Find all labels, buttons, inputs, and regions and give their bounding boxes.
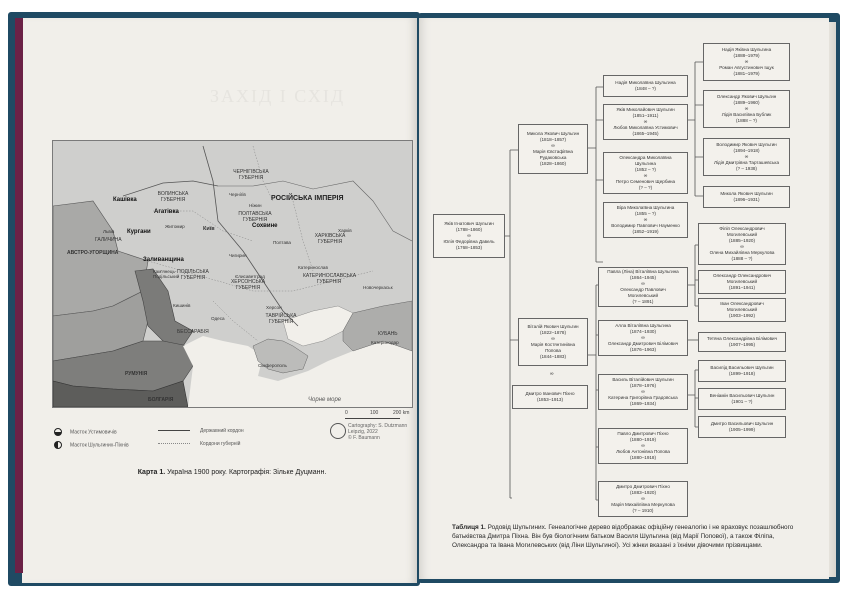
label-romania: РУМУНІЯ (125, 371, 148, 377)
tree-node-vitaliy-yakovych: Віталій Якович Шульгин (1822–1878) ∞ Марія Костянтинівна Попова (1844–1883) (518, 318, 588, 366)
label-kharkiv-gubernia: ХАРКІВСЬКА ГУБЕРНІЯ (314, 233, 346, 245)
scale-tick-200: 200 km (393, 410, 410, 416)
tree-node-oleksandra-mykolaivna: Олександра Миколаївна Шульгина (1852 – ?) ∞ Петро Семенович Щербина (? – ?) (603, 152, 688, 194)
tree-node-filip-mohylevskyi: Філіп Олександрович Могилевський (1885–1920) ∞ Олена Михайлівна Меркулова (1888 – ?) (698, 223, 786, 265)
tree-node-vasylid: Василід Васильович Шульгин (1899–1918) (698, 360, 786, 382)
city-yelysavethrad: Єлисаветград (235, 274, 265, 279)
tree-node-yakiv-mykolaiovych: Яків Миколайович Шульгин (1851–1911) ∞ Любов Миколаївна Устимович (1865–1945) (603, 104, 688, 140)
tree-node-tetiana-bilimovych: Тетяна Олександрівна Білімович (1907–1995) (698, 332, 786, 352)
tree-node-nadia-mykolaivna: Надія Миколаївна Шульгина (1848 – ?) (603, 75, 688, 97)
tree-node-dmytro-dmytrovych-pikhno: Дмитро Дмитрович Піхно (1883–1920) ∞ Марія Михайлівна Меркулова (? – 1910) (598, 481, 688, 517)
tree-node-dmytro-vasylovych: Дмитро Васильович Шульгин (1905–1999) (698, 416, 786, 438)
city-kyiv: Київ (203, 226, 215, 232)
estate-kashivka: Кашівка (113, 197, 137, 203)
tree-node-pavlo-pikhno: Павло Дмитрович Піхно (1880–1919) ∞ Любов Антонівна Попова (1880–1918) (598, 428, 688, 464)
show-through-heading: ЗАХІД І СХІД (210, 86, 346, 106)
city-katerynodar: Катеринодар (371, 340, 399, 345)
label-bulgaria: БОЛГАРІЯ (148, 397, 174, 403)
label-austria-hungary: АВСТРО-УГОРЩИНА (67, 250, 119, 256)
city-simferopol: Сімферополь (258, 363, 287, 368)
city-chernihiv: Чернігів (229, 192, 246, 197)
label-podillia-gubernia: ПОДІЛЬСЬКА ГУБЕРНІЯ (177, 269, 209, 281)
city-kamianets: Кам'янець-Подільський (153, 269, 180, 279)
city-poltava: Полтава (273, 240, 291, 245)
city-nizhyn: Ніжин (249, 203, 262, 208)
label-katerynoslav-gubernia: КАТЕРИНОСЛАВСЬКА ГУБЕРНІЯ (303, 273, 357, 285)
label-russian-empire: РОСІЙСЬКА ІМПЕРІЯ (271, 195, 344, 202)
legend-shulhyn-pikhno: Маєток Шульгиних-Піхнів (54, 441, 129, 449)
tree-node-dmytro-pikhno: Дмитро Іванович Піхно (1853–1913) (512, 385, 588, 409)
tree-node-pavla-vitaliivna: Павла (Ліна) Віталіївна Шульгина (1864–1945) ∞ Олександр Павлович Могилевський (? – 1891) (598, 267, 688, 307)
tree-node-veniamin: Веніамін Васильович Шульгин (1901 – ?) (698, 388, 786, 410)
label-poltava-gubernia: ПОЛТАВСЬКА ГУБЕРНІЯ (238, 211, 272, 223)
tree-node-ivan-mohylevskyi: Іван Олександрович Могилевський (1903–1992) (698, 298, 786, 322)
legend-ustymovych: Маєток Устимовичів (54, 428, 117, 436)
scale-tick-100: 100 (370, 410, 379, 416)
scale-tick-0: 0 (345, 410, 348, 416)
city-lviv: Львів (103, 229, 115, 234)
tree-node-alla-vitaliivna: Алла Віталіївна Шульгина (1874–1930) ∞ Олександр Дмитрович Білімович (1876–1963) (598, 320, 688, 356)
legend-gubernia-border: Кордони губерній (158, 441, 240, 447)
map-caption: Карта 1. Україна 1900 року. Картографія: Зільке Дуцманн. (137, 469, 327, 476)
label-tavria-gubernia: ТАВРІЙСЬКА ГУБЕРНІЯ (265, 313, 297, 325)
city-kherson: Херсон (266, 305, 282, 310)
label-kuban: КУБАНЬ (378, 331, 398, 337)
label-black-sea: Чорне море (308, 397, 342, 403)
tree-node-mykola-yakovych: Микола Якович Шульгин (1818–1857) ∞ Марія Євстафіївна Рудаковська (1828–1860) (518, 124, 588, 174)
city-novocherkassk: Новочеркаськ (363, 285, 393, 290)
city-odesa: Одеса (211, 316, 225, 321)
marriage-symbol: ∞ (550, 371, 554, 377)
label-bessarabia: БЕССАРАБІЯ (177, 329, 209, 335)
city-chyhyryn: Чигирин (229, 253, 247, 258)
estate-ahativka: Агатівка (154, 209, 179, 215)
city-kharkiv: Харків (338, 228, 352, 233)
tree-node-oleksandr-mohylevskyi: Олександр Олександрович Могилевський (1891–1941) (698, 270, 786, 294)
label-volyn-gubernia: ВОЛИНСЬКА ГУБЕРНІЯ (157, 191, 189, 203)
table-caption: Таблиця 1. Родовід Шульгиних. Генеалогічне дерево відображає офіційну генеалогію і не враховує позашлюбного батьківства Дмитра Піхна. Він був біологічним батьком Василя Шульгина (від Марії Попової), а також Філіпа, Олександра та Івана Могилевських (від Ліни Шульгиної). Усі жінки вказані з їхніми дівочими прізвищами. (452, 524, 794, 549)
legend-state-border: Державний кордон (158, 428, 244, 434)
tree-node-mykola-yakovych-jr: Микола Якович Шульгин (1896–1931) (703, 186, 790, 208)
city-zhytomyr: Житомир (165, 224, 185, 229)
label-kherson-gubernia: ХЕРСОНСЬКА ГУБЕРНІЯ (230, 279, 266, 291)
estate-kurhany: Кургани (127, 229, 151, 235)
estate-sokhvyne: Сохвине (252, 223, 278, 229)
label-galicia: ГАЛИЧИНА (95, 237, 122, 243)
tree-node-vasyl-vitaliiovych: Василь Віталійович Шульгин (1878–1976) ∞ Катерина Григорівна Градовська (1869–1934) (598, 374, 688, 410)
tree-node-volodymyr-yakovych: Володимир Якович Шульгин (1894–1918) ∞ Лідія Дмитрівна Тарташевська (? – 1938) (703, 138, 790, 176)
tree-node-yakiv-ihnatovych: Яків Ігнатович Шульгин (1788–1860) ∞ Юлія Федорівна Давель (1768–1853) (433, 214, 505, 258)
city-kishyniv: Кишинів (173, 303, 191, 308)
city-katerynoslav: Катеринослав (298, 265, 328, 270)
estate-zalyvanshchyna: Заливанщина (143, 257, 184, 263)
tree-node-vira-mykolaivna: Віра Миколаївна Шульгина (1855 – ?) ∞ Володимир Павлович Науменко (1852–1919) (603, 202, 688, 238)
tree-node-oleksandr-yakovych: Олександр Якович Шульгин (1889–1960) ∞ Лідія Василівна Бублик (1888 – ?) (703, 90, 790, 128)
tree-node-nadia-yakivna: Надія Яківна Шульгина (1888–1979) ∞ Роман Августинович Іщук (1881–1979) (703, 43, 790, 81)
label-chernihiv-gubernia: ЧЕРНІГІВСЬКА ГУБЕРНІЯ (233, 169, 269, 181)
